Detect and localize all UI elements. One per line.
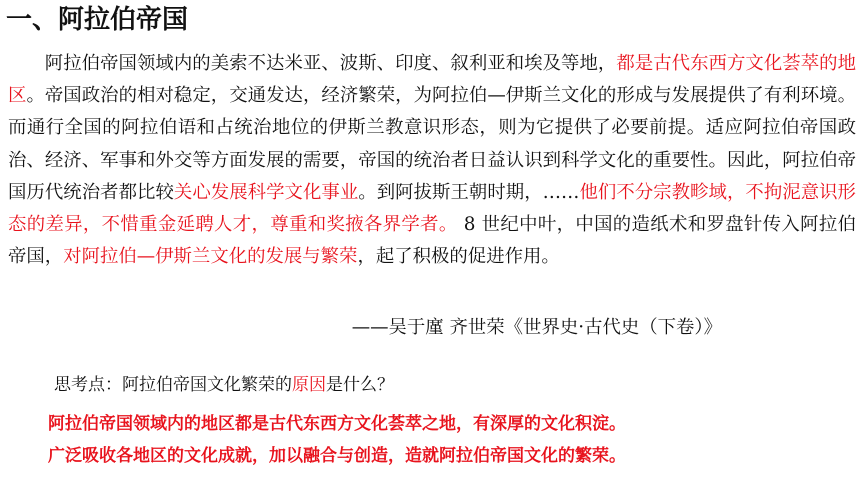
passage-text-3: 。到阿拔斯王朝时期，…… — [358, 181, 580, 203]
passage-highlight-3: 他们不分宗教畛域，不拘泥意识形态的差异，不惜重金延聘人才，尊重和奖掖各界学者。 — [8, 181, 856, 236]
passage-text-2: 。帝国政治的相对稳定，交通发达，经济繁荣，为阿拉伯—伊斯兰文化的形成与发展提供了有利环境。而通行全国的阿拉伯语和占统治地位的伊斯兰教意识形态，则为它提供了必要前提。适应阿拉伯帝国政治、经济、军事和外交等方面发展的需要，帝国的统治者日益认识到科学文化的重要性。因此，阿拉伯帝国历代统治者都比较 — [8, 85, 856, 203]
question-prefix: 思考点：阿拉伯帝国文化繁荣的 — [54, 375, 292, 395]
answer-line-2: 广泛吸收各地区的文化成就，加以融合与创造，造就阿拉伯帝国文化的繁荣。 — [48, 446, 626, 466]
answer-line-1: 阿拉伯帝国领域内的地区都是古代东西方文化荟萃之地，有深厚的文化积淀。 — [48, 414, 626, 434]
passage-text-5: ，起了积极的促进作用。 — [357, 246, 560, 268]
passage-highlight-2: 关心发展科学文化事业 — [173, 181, 359, 203]
question-suffix: 是什么？ — [326, 375, 394, 395]
passage-highlight-4: 对阿拉伯—伊斯兰文化的发展与繁荣 — [63, 246, 358, 268]
section-title: 一、阿拉伯帝国 — [6, 5, 189, 35]
think-question — [54, 370, 394, 400]
source-citation: ——吴于廑 齐世荣《世界史·古代史（下卷）》 — [351, 317, 722, 338]
answer-block — [48, 408, 848, 472]
passage-highlight-1: 都是古代东西方文化荟萃的地区 — [8, 53, 856, 107]
passage — [8, 48, 856, 273]
passage-text-1: 阿拉伯帝国领域内的美索不达米亚、波斯、印度、叙利亚和埃及等地， — [44, 53, 617, 74]
passage-text-4: 8 世纪中叶，中国的造纸术和罗盘针传入阿拉伯帝国， — [8, 214, 856, 268]
question-highlight: 原因 — [292, 375, 326, 395]
